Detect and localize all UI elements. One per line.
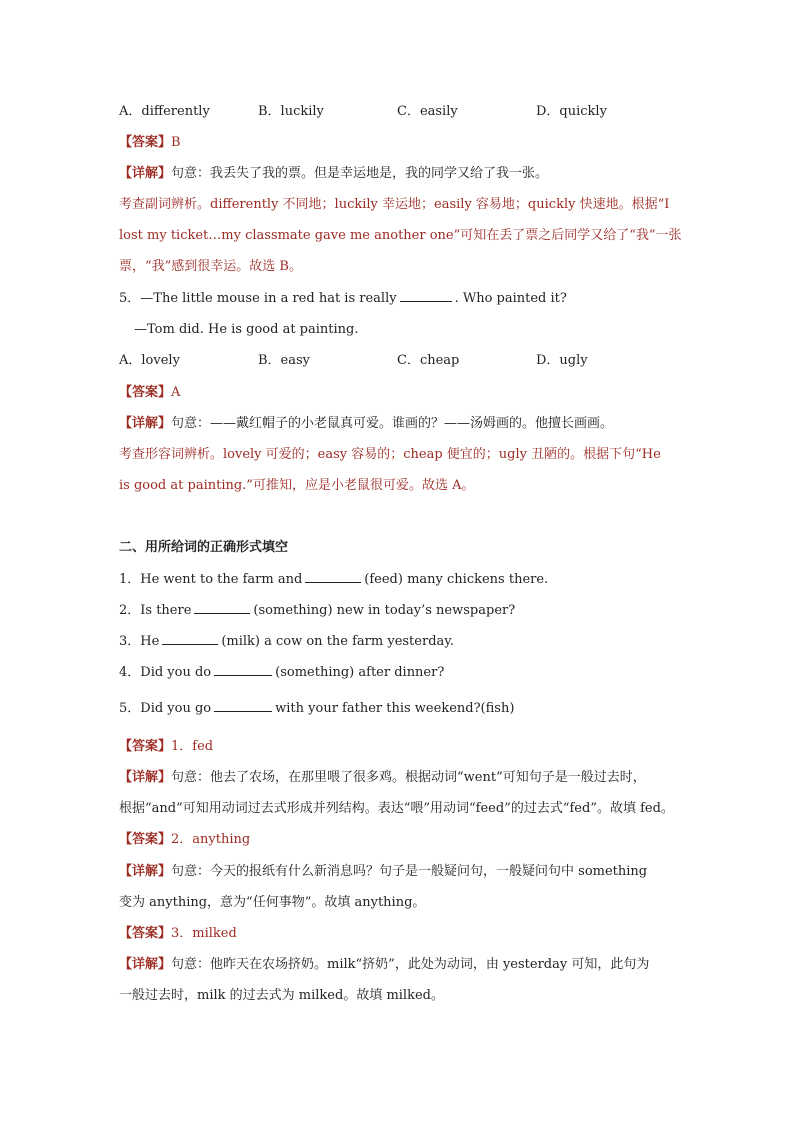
q5-stem-post: . Who painted it? [454, 291, 567, 306]
detail-text: 句意：我丢失了我的票。但是幸运地是，我的同学又给了我一张。 [171, 166, 549, 181]
section-title: 二、用所给词的正确形式填空 [119, 540, 289, 555]
q4-detail-line-3: lost my ticket…my classmate gave me another one”可知在丢了票之后同学又给了“我”一张 [119, 228, 682, 243]
answer-value: 1．fed [171, 739, 214, 754]
detail-tag: 【详解】 [119, 864, 172, 879]
item-text: 2．Is there [119, 603, 192, 618]
item-text: (something) new in today’s newspaper? [253, 603, 516, 618]
q5-option-c: C．cheap [397, 353, 460, 368]
fill-item-3 [119, 632, 454, 652]
q4-option-d: D．quickly [536, 104, 607, 119]
q5-option-a: A．lovely [119, 353, 180, 368]
answer-tag: 【答案】 [119, 385, 172, 400]
answer-tag: 【答案】 [119, 832, 172, 847]
answer-value: 2．anything [171, 832, 251, 847]
detail-3-line-1 [119, 955, 649, 975]
item-text: 4．Did you do [119, 665, 212, 680]
q5-stem-line-2: —Tom did. He is good at painting. [134, 322, 359, 337]
item-text: 1．He went to the farm and [119, 572, 303, 587]
q5-stem-pre: 5．—The little mouse in a red hat is really [119, 291, 397, 306]
detail-1-line-2: 根据“and”可知用动词过去式形成并列结构。表达“喂”用动词“feed”的过去式“fed”。故填 fed。 [119, 801, 674, 816]
fill-item-1 [119, 570, 548, 590]
q5-detail-line-3: is good at painting.”可推知，应是小老鼠很可爱。故选 A。 [119, 478, 475, 493]
detail-tag: 【详解】 [119, 957, 172, 972]
q4-option-b: B．luckily [258, 104, 324, 119]
fill-item-5 [119, 699, 514, 719]
detail-tag: 【详解】 [119, 416, 172, 431]
answer-blank[interactable] [400, 289, 452, 302]
q4-detail-line-4: 票，“我”感到很幸运。故选 B。 [119, 259, 302, 274]
q4-options [119, 102, 699, 122]
answer-tag: 【答案】 [119, 135, 172, 150]
q4-answer [119, 133, 181, 153]
answer-2 [119, 830, 250, 850]
detail-tag: 【详解】 [119, 166, 172, 181]
q5-option-b: B．easy [258, 353, 311, 368]
answer-blank[interactable] [194, 601, 250, 614]
detail-2-line-2: 变为 anything，意为“任何事物”。故填 anything。 [119, 895, 426, 910]
fill-item-4 [119, 663, 444, 683]
q5-detail-line-1 [119, 414, 613, 434]
q4-option-c: C．easily [397, 104, 458, 119]
answer-tag: 【答案】 [119, 926, 172, 941]
fill-item-2 [119, 601, 515, 621]
answer-blank[interactable] [214, 663, 272, 676]
answer-blank[interactable] [305, 570, 361, 583]
answer-3 [119, 924, 237, 944]
answer-value: B [171, 135, 181, 150]
detail-text: 句意：他去了农场，在那里喂了很多鸡。根据动词“went”可知句子是一般过去时， [171, 770, 646, 785]
answer-value: 3．milked [171, 926, 237, 941]
detail-2-line-1 [119, 862, 647, 882]
q4-detail-line-2: 考查副词辨析。differently 不同地；luckily 幸运地；easily 容易地；quickly 快速地。根据“I [119, 197, 670, 212]
q5-detail-line-2: 考查形容词辨析。lovely 可爱的；easy 容易的；cheap 便宜的；ugly 丑陋的。根据下句“He [119, 447, 661, 462]
detail-1-line-1 [119, 768, 646, 788]
item-text: 3．He [119, 634, 160, 649]
q5-options [119, 351, 699, 371]
q4-option-a: A．differently [119, 104, 210, 119]
item-text: 5．Did you go [119, 701, 212, 716]
item-text: (feed) many chickens there. [364, 572, 549, 587]
answer-value: A [171, 385, 181, 400]
item-text: (milk) a cow on the farm yesterday. [221, 634, 455, 649]
detail-3-line-2: 一般过去时，milk 的过去式为 milked。故填 milked。 [119, 988, 444, 1003]
answer-tag: 【答案】 [119, 739, 172, 754]
q4-detail-line-1 [119, 164, 548, 184]
item-text: with your father this weekend?(fish) [275, 701, 515, 716]
q5-stem-line-1 [119, 289, 567, 309]
answer-blank[interactable] [162, 632, 218, 645]
detail-text: 句意：——戴红帽子的小老鼠真可爱。谁画的？——汤姆画的。他擅长画画。 [171, 416, 614, 431]
detail-text: 句意：今天的报纸有什么新消息吗？句子是一般疑问句，一般疑问句中 something [171, 864, 648, 879]
q5-option-d: D．ugly [536, 353, 588, 368]
answer-1 [119, 737, 213, 757]
detail-text: 句意：他昨天在农场挤奶。milk“挤奶”，此处为动词，由 yesterday 可知，此句为 [171, 957, 650, 972]
item-text: (something) after dinner? [275, 665, 445, 680]
detail-tag: 【详解】 [119, 770, 172, 785]
answer-blank[interactable] [214, 699, 272, 712]
q5-answer [119, 383, 180, 403]
